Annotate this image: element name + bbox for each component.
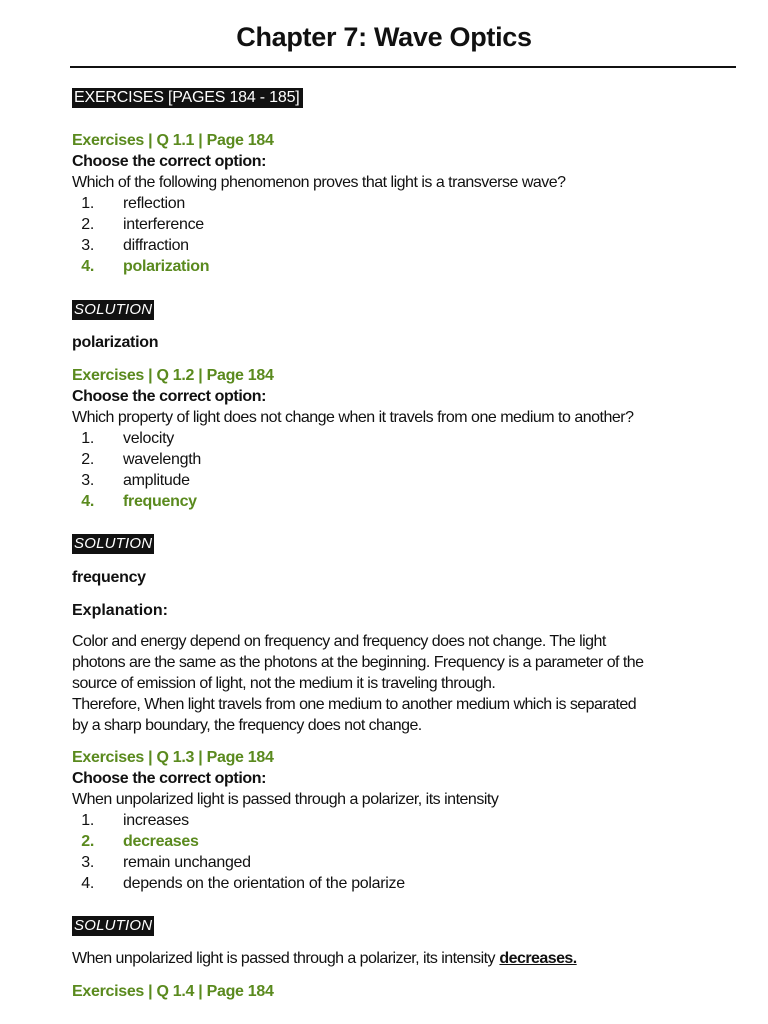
question-heading: Exercises | Q 1.2 | Page 184 [72,367,274,384]
explanation-paragraph [72,631,742,736]
option-item: 3. diffraction [81,237,189,254]
answer-emphasis: decreases. [499,950,577,967]
question-text: Which of the following phenomenon proves that light is a transverse wave? [72,174,566,191]
answer-text: frequency [72,569,146,586]
explanation-line: source of emission of light, not the medium it is traveling through. [72,675,496,692]
question-heading: Exercises | Q 1.4 | Page 184 [72,983,274,1000]
choose-instruction: Choose the correct option: [72,153,267,170]
option-item: 2. interference [81,216,204,233]
solution-1-1 [72,300,742,320]
title-rule [70,66,736,68]
answer-text: polarization [72,334,159,351]
chapter-title: Chapter 7: Wave Optics [236,22,532,52]
option-item-correct: 2. decreases [81,833,199,850]
option-list [72,193,742,277]
question-1-3 [72,747,742,894]
option-item: 1. velocity [81,430,174,447]
explanation-line: photons are the same as the photons at the beginning. Frequency is a parameter of the [72,654,644,671]
solution-tag: SOLUTION [74,301,153,318]
explanation-line: Color and energy depend on frequency and frequency does not change. The light [72,633,606,650]
solution-1-3 [72,916,742,936]
explanation-line: by a sharp boundary, the frequency does not change. [72,717,422,734]
explanation-label: Explanation: [72,602,169,619]
option-item: 4. depends on the orientation of the polarize [81,875,405,892]
option-item: 3. remain unchanged [81,854,251,871]
question-1-2 [72,365,742,512]
option-item: 1. reflection [81,195,185,212]
question-text: When unpolarized light is passed through a polarizer, its intensity [72,791,499,808]
option-list [72,428,742,512]
explanation-line: Therefore, When light travels from one medium to another medium which is separated [72,696,637,713]
option-item-correct: 4. frequency [81,493,197,510]
answer-1-2-row [72,567,742,588]
question-1-1 [72,130,742,277]
choose-instruction: Choose the correct option: [72,388,267,405]
answer-sentence: When unpolarized light is passed through a polarizer, its intensity [72,950,495,967]
choose-instruction: Choose the correct option: [72,770,267,787]
question-heading: Exercises | Q 1.3 | Page 184 [72,749,274,766]
solution-1-2 [72,534,742,554]
option-item-correct: 4. polarization [81,258,210,275]
question-heading: Exercises | Q 1.1 | Page 184 [72,132,274,149]
answer-1-1-row [72,332,742,353]
option-item: 2. wavelength [81,451,201,468]
exercises-header: EXERCISES [PAGES 184 - 185] [72,88,303,108]
option-list [72,810,742,894]
solution-tag: SOLUTION [74,917,153,934]
solution-tag: SOLUTION [74,535,153,552]
answer-1-3-row [72,948,742,969]
option-item: 1. increases [81,812,189,829]
explanation-label-row [72,600,742,621]
option-item: 3. amplitude [81,472,190,489]
question-text: Which property of light does not change when it travels from one medium to another? [72,409,634,426]
question-1-4 [72,981,742,1002]
